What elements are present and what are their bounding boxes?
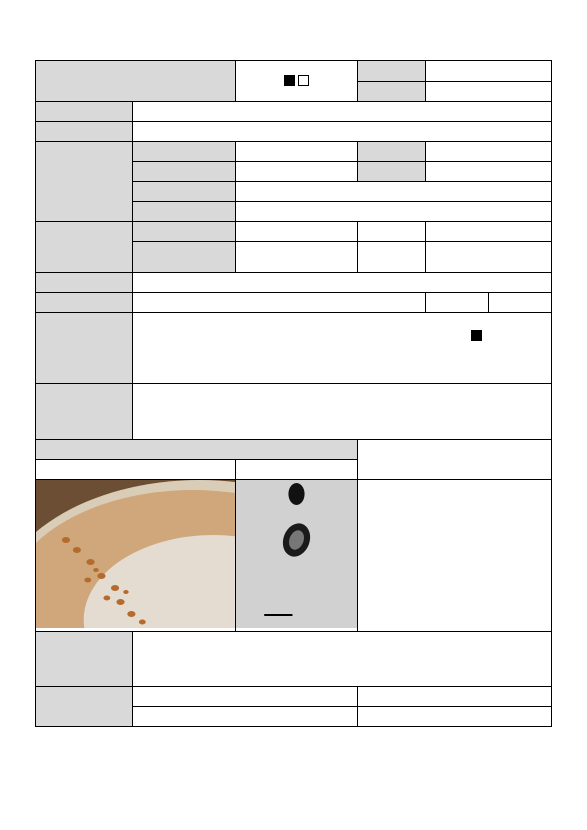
api-label (36, 384, 133, 440)
similarity-label (358, 222, 426, 242)
form-table (35, 60, 552, 727)
publication-label (36, 632, 133, 687)
collector-label (133, 202, 236, 222)
sequence-label (36, 273, 133, 293)
page-title (36, 61, 236, 102)
culture-details (133, 313, 552, 384)
species-record-form (35, 60, 551, 727)
tree-cell (358, 480, 552, 632)
relative-label (36, 222, 133, 273)
taxonomy-label (36, 122, 133, 142)
images-label (36, 440, 358, 460)
habitat-value (236, 162, 358, 182)
researcher-name (133, 687, 358, 707)
genbank-value (236, 242, 358, 273)
collection-place (426, 142, 552, 162)
sequence-value (133, 273, 552, 293)
culture-label (36, 313, 133, 384)
collector-value (236, 202, 552, 222)
publication-value (133, 632, 552, 687)
unknown-checkbox[interactable] (471, 330, 482, 341)
colony-image-cell (36, 480, 236, 632)
species-type-checkboxes[interactable] (236, 61, 358, 102)
colony-label (36, 460, 236, 480)
collection-place-label (358, 142, 426, 162)
strain-name-label (358, 242, 426, 273)
strain-name (426, 242, 552, 273)
collection-date (236, 142, 358, 162)
taxonomy-value (133, 122, 552, 142)
similarity-value (426, 222, 552, 242)
unrecorded-checkbox[interactable] (298, 75, 309, 86)
colony-plate-image (36, 480, 235, 628)
cell-label (236, 460, 358, 480)
collection-date-label (133, 142, 236, 162)
cell-shape-label (36, 293, 133, 313)
gps-label (133, 182, 236, 202)
culture-condition-row (136, 315, 548, 330)
gram-label (426, 293, 489, 313)
habitat-label (133, 162, 236, 182)
gram-value (489, 293, 552, 313)
species-name-label (133, 222, 236, 242)
cell-shape-value (133, 293, 426, 313)
new-species-checkbox[interactable] (284, 75, 295, 86)
researcher-affiliation (133, 707, 358, 727)
genbank-label (133, 242, 236, 273)
serial-label (358, 81, 426, 102)
researcher-phone (358, 707, 552, 727)
cell-image-cell (236, 480, 358, 632)
scientific-name (133, 102, 552, 122)
gps-value (236, 182, 552, 202)
researcher-label (36, 687, 133, 727)
tree-label (358, 440, 552, 480)
scientific-name-label (36, 102, 133, 122)
tem-cell-image (236, 480, 357, 628)
collection-no-label (358, 162, 426, 182)
relative-species (236, 222, 358, 242)
collection-label (36, 142, 133, 222)
strain-no-value (426, 61, 552, 82)
collection-no (426, 162, 552, 182)
serial-value (426, 81, 552, 102)
api-table-cell (133, 384, 552, 440)
strain-no-label (358, 61, 426, 82)
pigment-row (136, 330, 548, 345)
phylogenetic-tree (358, 480, 552, 628)
report-date (358, 687, 552, 707)
